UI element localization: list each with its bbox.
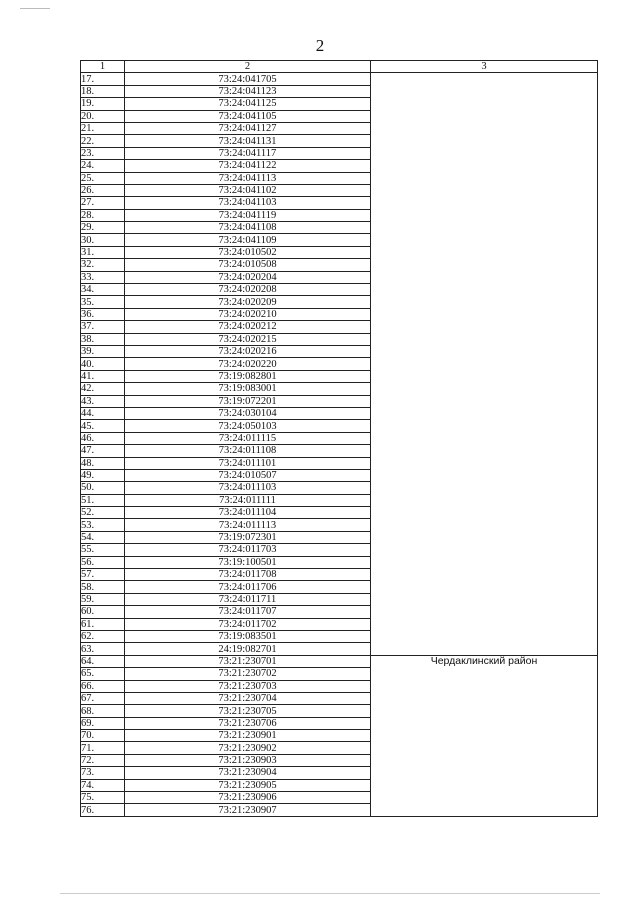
cadastral-code-cell: 73:19:100501 [125,556,371,568]
row-number-cell: 73. [81,767,125,779]
row-number-cell: 26. [81,184,125,196]
cadastral-code-cell: 73:24:041105 [125,110,371,122]
row-number-cell: 51. [81,494,125,506]
row-number-cell: 25. [81,172,125,184]
column-header-1: 1 [81,61,125,73]
cadastral-code-cell: 73:24:011101 [125,457,371,469]
row-number-cell: 57. [81,569,125,581]
row-number-cell: 43. [81,395,125,407]
cadastral-code-cell: 73:19:072301 [125,531,371,543]
cadastral-code-cell: 73:21:230905 [125,779,371,791]
row-number-cell: 74. [81,779,125,791]
cadastral-code-cell: 73:21:230702 [125,668,371,680]
row-number-cell: 45. [81,420,125,432]
column-header-3: 3 [371,61,598,73]
row-number-cell: 46. [81,432,125,444]
page-number: 2 [315,36,325,55]
row-number-cell: 37. [81,321,125,333]
table-header-row [81,61,598,73]
cadastral-code-cell: 73:24:041109 [125,234,371,246]
row-number-cell: 33. [81,271,125,283]
cadastral-code-cell: 73:21:230901 [125,730,371,742]
cadastral-code-cell: 73:24:011113 [125,519,371,531]
cadastral-code-cell: 73:24:020204 [125,271,371,283]
cadastral-code-cell: 73:19:083001 [125,383,371,395]
row-number-cell: 67. [81,692,125,704]
row-number-cell: 47. [81,445,125,457]
cadastral-code-cell: 73:21:230907 [125,804,371,816]
row-number-cell: 21. [81,122,125,134]
cadastral-code-cell: 73:24:041127 [125,122,371,134]
cadastral-code-cell: 73:19:083501 [125,630,371,642]
region-cell: Чердаклинский район [371,655,598,816]
cadastral-code-cell: 73:24:011708 [125,569,371,581]
cadastral-code-cell: 73:24:011711 [125,593,371,605]
row-number-cell: 49. [81,469,125,481]
row-number-cell: 44. [81,407,125,419]
cadastral-code-cell: 73:24:011702 [125,618,371,630]
row-number-cell: 32. [81,259,125,271]
cadastral-code-cell: 73:21:230705 [125,705,371,717]
row-number-cell: 41. [81,370,125,382]
cadastral-code-cell: 73:24:041705 [125,73,371,85]
cadastral-code-cell: 73:24:011103 [125,482,371,494]
row-number-cell: 68. [81,705,125,717]
cadastral-table [80,60,598,817]
cadastral-code-cell: 73:24:041122 [125,160,371,172]
cadastral-code-cell: 24:19:082701 [125,643,371,655]
row-number-cell: 35. [81,296,125,308]
region-cell [371,73,598,655]
row-number-cell: 54. [81,531,125,543]
row-number-cell: 60. [81,606,125,618]
row-number-cell: 24. [81,160,125,172]
cadastral-code-cell: 73:24:010502 [125,246,371,258]
cadastral-code-cell: 73:24:011111 [125,494,371,506]
cadastral-code-cell: 73:24:020216 [125,345,371,357]
row-number-cell: 18. [81,85,125,97]
table-body [81,73,598,816]
scan-artifact-bottom [60,893,600,894]
cadastral-code-cell: 73:21:230704 [125,692,371,704]
cadastral-code-cell: 73:24:050103 [125,420,371,432]
cadastral-code-cell: 73:24:010508 [125,259,371,271]
cadastral-code-cell: 73:24:020209 [125,296,371,308]
cadastral-code-cell: 73:24:011108 [125,445,371,457]
row-number-cell: 52. [81,507,125,519]
cadastral-code-cell: 73:24:030104 [125,407,371,419]
row-number-cell: 63. [81,643,125,655]
row-number-cell: 22. [81,135,125,147]
row-number-cell: 58. [81,581,125,593]
row-number-cell: 29. [81,222,125,234]
row-number-cell: 65. [81,668,125,680]
cadastral-code-cell: 73:19:072201 [125,395,371,407]
row-number-cell: 19. [81,98,125,110]
cadastral-code-cell: 73:21:230904 [125,767,371,779]
row-number-cell: 42. [81,383,125,395]
row-number-cell: 38. [81,333,125,345]
row-number-cell: 64. [81,655,125,667]
cadastral-code-cell: 73:24:011707 [125,606,371,618]
scan-artifact-top [20,8,50,9]
row-number-cell: 40. [81,358,125,370]
cadastral-code-cell: 73:24:020220 [125,358,371,370]
row-number-cell: 62. [81,630,125,642]
cadastral-code-cell: 73:24:041125 [125,98,371,110]
cadastral-code-cell: 73:21:230706 [125,717,371,729]
row-number-cell: 31. [81,246,125,258]
row-number-cell: 36. [81,308,125,320]
row-number-cell: 70. [81,730,125,742]
table-row [81,73,598,85]
cadastral-code-cell: 73:24:011104 [125,507,371,519]
cadastral-code-cell: 73:19:082801 [125,370,371,382]
cadastral-code-cell: 73:24:041108 [125,222,371,234]
row-number-cell: 48. [81,457,125,469]
cadastral-code-cell: 73:24:041103 [125,197,371,209]
table-row [81,655,598,667]
cadastral-code-cell: 73:21:230703 [125,680,371,692]
cadastral-code-cell: 73:21:230903 [125,754,371,766]
cadastral-code-cell: 73:24:020212 [125,321,371,333]
cadastral-code-cell: 73:21:230902 [125,742,371,754]
row-number-cell: 30. [81,234,125,246]
row-number-cell: 75. [81,792,125,804]
row-number-cell: 17. [81,73,125,85]
cadastral-code-cell: 73:24:020215 [125,333,371,345]
cadastral-code-cell: 73:21:230906 [125,792,371,804]
cadastral-code-cell: 73:24:020208 [125,284,371,296]
cadastral-code-cell: 73:24:011703 [125,544,371,556]
cadastral-code-cell: 73:24:041119 [125,209,371,221]
row-number-cell: 50. [81,482,125,494]
row-number-cell: 55. [81,544,125,556]
row-number-cell: 20. [81,110,125,122]
row-number-cell: 28. [81,209,125,221]
row-number-cell: 23. [81,147,125,159]
cadastral-code-cell: 73:21:230701 [125,655,371,667]
row-number-cell: 53. [81,519,125,531]
row-number-cell: 56. [81,556,125,568]
column-header-2: 2 [125,61,371,73]
row-number-cell: 66. [81,680,125,692]
row-number-cell: 72. [81,754,125,766]
cadastral-code-cell: 73:24:041102 [125,184,371,196]
row-number-cell: 76. [81,804,125,816]
cadastral-code-cell: 73:24:011115 [125,432,371,444]
row-number-cell: 61. [81,618,125,630]
cadastral-code-cell: 73:24:011706 [125,581,371,593]
row-number-cell: 59. [81,593,125,605]
cadastral-code-cell: 73:24:020210 [125,308,371,320]
cadastral-code-cell: 73:24:041123 [125,85,371,97]
row-number-cell: 69. [81,717,125,729]
row-number-cell: 39. [81,345,125,357]
cadastral-code-cell: 73:24:041117 [125,147,371,159]
cadastral-code-cell: 73:24:010507 [125,469,371,481]
cadastral-code-cell: 73:24:041113 [125,172,371,184]
cadastral-code-cell: 73:24:041131 [125,135,371,147]
row-number-cell: 34. [81,284,125,296]
row-number-cell: 71. [81,742,125,754]
row-number-cell: 27. [81,197,125,209]
